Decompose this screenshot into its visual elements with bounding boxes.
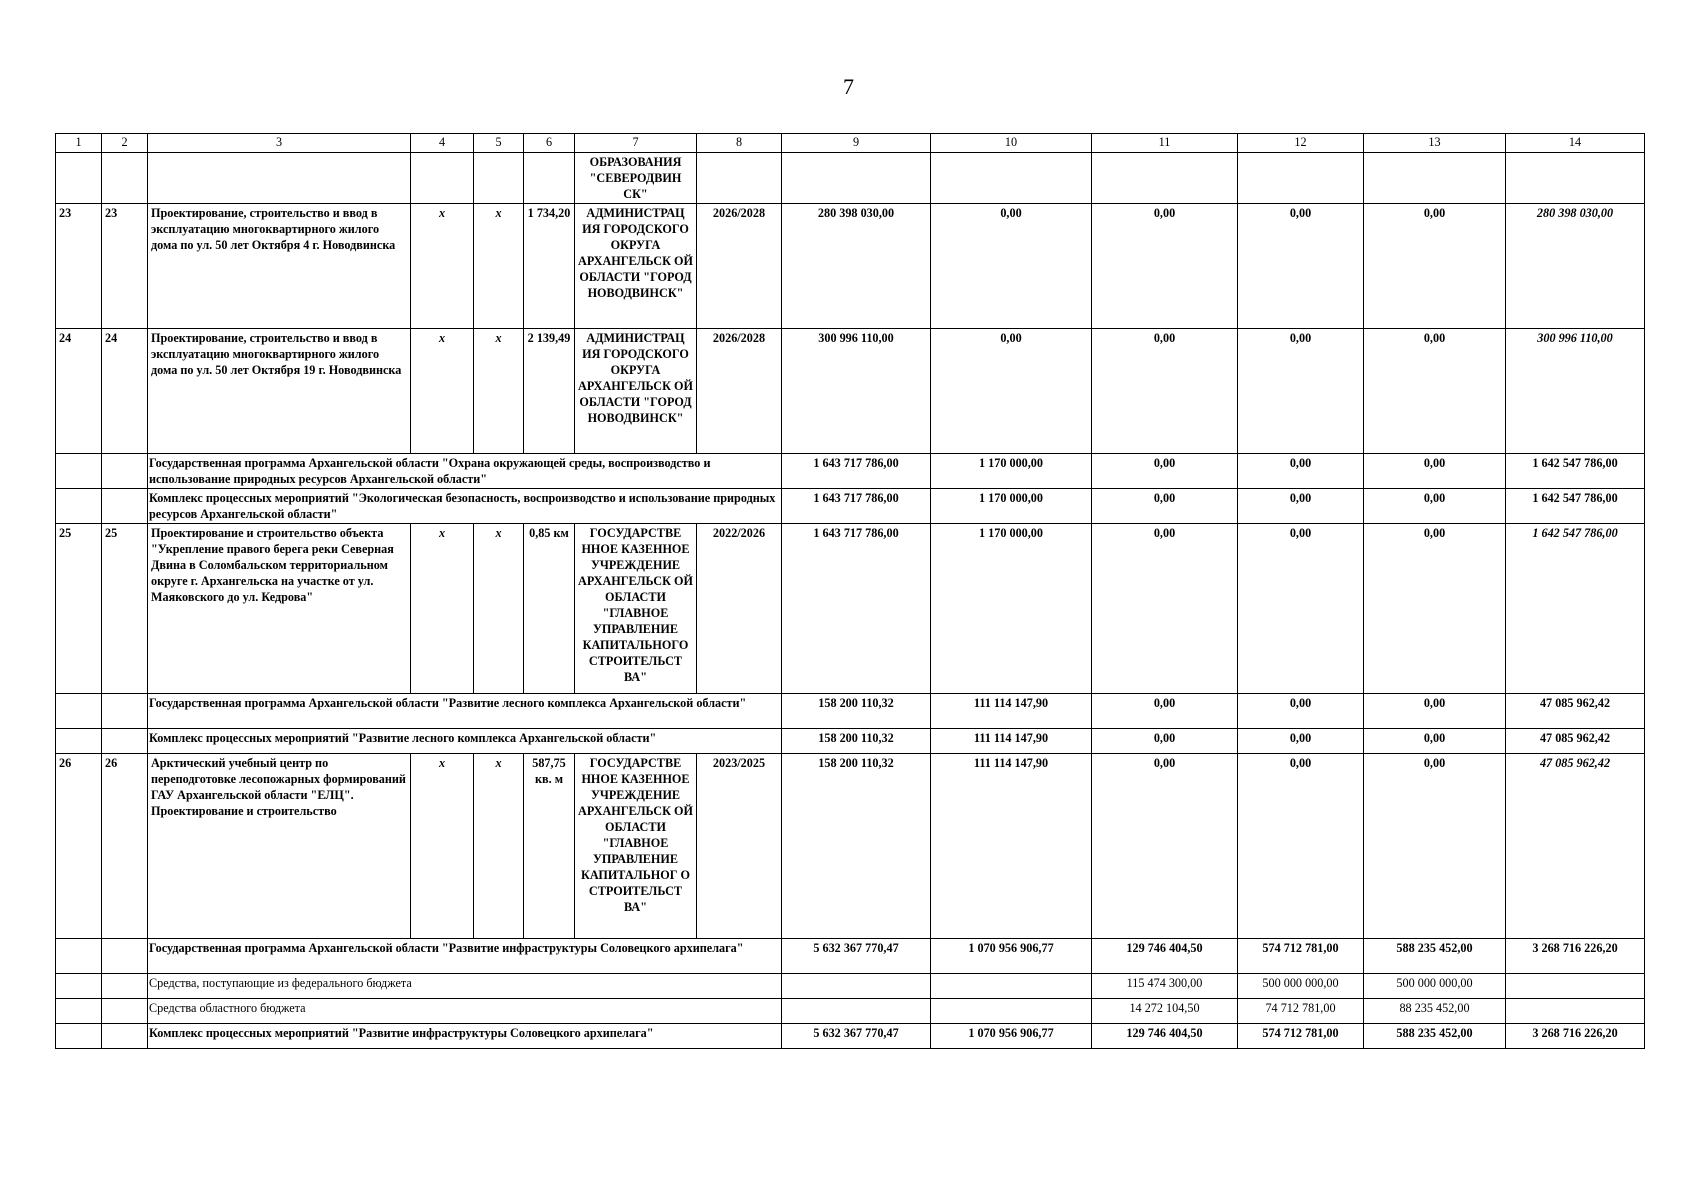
amount-cell: 0,00	[1364, 694, 1506, 729]
amount-cell: 0,00	[1238, 204, 1364, 329]
power-cell: х	[411, 524, 474, 694]
section-title: Государственная программа Архангельской области "Развитие лесного комплекса Архангельской области"	[148, 694, 782, 729]
section-title: Государственная программа Архангельской области "Охрана окружающей среды, воспроизводство и использование природных ресурсов Архангельской области"	[148, 454, 782, 489]
amount-cell: 5 632 367 770,47	[782, 939, 931, 974]
customer-cell: АДМИНИСТРАЦ ИЯ ГОРОДСКОГО ОКРУГА АРХАНГЕЛЬСК ОЙ ОБЛАСТИ "ГОРОД НОВОДВИНСК"	[575, 329, 697, 454]
header-cell: 4	[411, 134, 474, 153]
period-cell: 2026/2028	[697, 204, 782, 329]
header-cell: 9	[782, 134, 931, 153]
amount-cell: 500 000 000,00	[1238, 974, 1364, 999]
row-number-cell	[56, 999, 102, 1024]
amount-cell: 280 398 030,00	[782, 204, 931, 329]
funding-source-row	[56, 974, 1645, 999]
funding-source-row	[56, 999, 1645, 1024]
row-number-cell	[56, 1024, 102, 1049]
amount-cell: 3 268 716 226,20	[1506, 1024, 1645, 1049]
section-row	[56, 1024, 1645, 1049]
amount-cell: 0,00	[1238, 754, 1364, 939]
capacity-cell: 587,75 кв. м	[524, 754, 575, 939]
amount-cell	[931, 974, 1092, 999]
amount-cell	[782, 974, 931, 999]
item-number-cell	[102, 729, 148, 754]
amount-cell: 588 235 452,00	[1364, 939, 1506, 974]
value-cell	[782, 153, 931, 204]
unit-cell: х	[474, 524, 524, 694]
header-cell: 7	[575, 134, 697, 153]
period-cell: 2022/2026	[697, 524, 782, 694]
amount-cell	[1506, 999, 1645, 1024]
amount-cell: 1 643 717 786,00	[782, 489, 931, 524]
object-name-cell: Арктический учебный центр по переподготовке лесопожарных формирований ГАУ Архангельской области "ЕЛЦ". Проектирование и строительство	[148, 754, 411, 939]
amount-cell: 74 712 781,00	[1238, 999, 1364, 1024]
amount-cell: 129 746 404,50	[1092, 939, 1238, 974]
header-cell: 6	[524, 134, 575, 153]
value-cell	[1364, 153, 1506, 204]
amount-cell: 47 085 962,42	[1506, 729, 1645, 754]
item-number-cell	[102, 153, 148, 204]
amount-cell: 0,00	[1364, 489, 1506, 524]
customer-cell: ОБРАЗОВАНИЯ "СЕВЕРОДВИН СК"	[575, 153, 697, 204]
amount-cell: 0,00	[1364, 754, 1506, 939]
header-cell: 1	[56, 134, 102, 153]
amount-cell: 0,00	[1364, 454, 1506, 489]
amount-cell: 0,00	[1092, 454, 1238, 489]
table-row	[56, 754, 1645, 939]
row-number-cell: 23	[56, 204, 102, 329]
row-number-cell: 24	[56, 329, 102, 454]
header-cell: 3	[148, 134, 411, 153]
amount-cell: 1 642 547 786,00	[1506, 489, 1645, 524]
item-number-cell	[102, 454, 148, 489]
row-number-cell	[56, 454, 102, 489]
object-name-cell: Проектирование и строительство объекта "Укрепление правого берега реки Северная Двина в Соломбальском территориальном округе г. Архангельска на участке от ул. Маяковского до ул. Кедрова"	[148, 524, 411, 694]
section-row	[56, 939, 1645, 974]
amount-total-cell: 47 085 962,42	[1506, 754, 1645, 939]
value-cell	[1506, 153, 1645, 204]
object-name-cell	[148, 153, 411, 204]
funding-source-label: Средства, поступающие из федерального бюджета	[148, 974, 782, 999]
item-number-cell	[102, 974, 148, 999]
unit-cell: х	[474, 204, 524, 329]
amount-cell: 0,00	[1092, 729, 1238, 754]
object-name-cell: Проектирование, строительство и ввод в эксплуатацию многоквартирного жилого дома по ул. 50 лет Октября 19 г. Новодвинска	[148, 329, 411, 454]
funding-source-label: Средства областного бюджета	[148, 999, 782, 1024]
item-number-cell	[102, 489, 148, 524]
amount-cell: 88 235 452,00	[1364, 999, 1506, 1024]
row-number-cell	[56, 694, 102, 729]
investment-table	[55, 133, 1645, 1049]
amount-cell: 115 474 300,00	[1092, 974, 1238, 999]
customer-cell: ГОСУДАРСТВЕ ННОЕ КАЗЕННОЕ УЧРЕЖДЕНИЕ АРХАНГЕЛЬСК ОЙ ОБЛАСТИ "ГЛАВНОЕ УПРАВЛЕНИЕ КАПИТАЛЬНОГО СТРОИТЕЛЬСТ ВА"	[575, 524, 697, 694]
amount-cell: 47 085 962,42	[1506, 694, 1645, 729]
amount-cell: 0,00	[1364, 204, 1506, 329]
section-row	[56, 489, 1645, 524]
row-number-cell	[56, 974, 102, 999]
header-cell: 13	[1364, 134, 1506, 153]
item-number-cell	[102, 939, 148, 974]
amount-cell: 111 114 147,90	[931, 694, 1092, 729]
item-number-cell	[102, 694, 148, 729]
amount-cell	[782, 999, 931, 1024]
column-number-header	[56, 134, 1645, 153]
section-title: Комплекс процессных мероприятий "Развитие лесного комплекса Архангельской области"	[148, 729, 782, 754]
value-cell	[1238, 153, 1364, 204]
amount-cell: 5 632 367 770,47	[782, 1024, 931, 1049]
row-number-cell	[56, 729, 102, 754]
unit-cell: х	[474, 754, 524, 939]
section-title: Комплекс процессных мероприятий "Развитие инфраструктуры Соловецкого архипелага"	[148, 1024, 782, 1049]
item-number-cell: 25	[102, 524, 148, 694]
header-cell: 10	[931, 134, 1092, 153]
amount-cell: 3 268 716 226,20	[1506, 939, 1645, 974]
amount-cell: 0,00	[1238, 694, 1364, 729]
amount-cell: 14 272 104,50	[1092, 999, 1238, 1024]
amount-cell: 111 114 147,90	[931, 729, 1092, 754]
amount-cell: 588 235 452,00	[1364, 1024, 1506, 1049]
table-body	[56, 134, 1645, 1049]
amount-cell: 0,00	[1092, 489, 1238, 524]
amount-cell: 0,00	[1238, 489, 1364, 524]
amount-cell: 1 170 000,00	[931, 524, 1092, 694]
amount-cell: 129 746 404,50	[1092, 1024, 1238, 1049]
amount-cell: 300 996 110,00	[782, 329, 931, 454]
amount-cell: 1 643 717 786,00	[782, 524, 931, 694]
power-cell	[411, 153, 474, 204]
amount-cell: 574 712 781,00	[1238, 939, 1364, 974]
section-title: Государственная программа Архангельской области "Развитие инфраструктуры Соловецкого архипелага"	[148, 939, 782, 974]
amount-cell: 0,00	[1092, 329, 1238, 454]
header-cell: 2	[102, 134, 148, 153]
amount-cell: 0,00	[1364, 329, 1506, 454]
amount-cell: 0,00	[1238, 729, 1364, 754]
amount-cell: 0,00	[1092, 204, 1238, 329]
amount-cell: 0,00	[1092, 524, 1238, 694]
period-cell: 2026/2028	[697, 329, 782, 454]
header-cell: 11	[1092, 134, 1238, 153]
item-number-cell: 24	[102, 329, 148, 454]
value-cell	[1092, 153, 1238, 204]
row-number-cell: 25	[56, 524, 102, 694]
power-cell: х	[411, 204, 474, 329]
table-row	[56, 329, 1645, 454]
period-cell: 2023/2025	[697, 754, 782, 939]
amount-cell: 1 170 000,00	[931, 489, 1092, 524]
page-number: 7	[843, 74, 854, 99]
amount-total-cell: 280 398 030,00	[1506, 204, 1645, 329]
table-row	[56, 204, 1645, 329]
item-number-cell	[102, 999, 148, 1024]
section-row	[56, 729, 1645, 754]
customer-cell: ГОСУДАРСТВЕ ННОЕ КАЗЕННОЕ УЧРЕЖДЕНИЕ АРХАНГЕЛЬСК ОЙ ОБЛАСТИ "ГЛАВНОЕ УПРАВЛЕНИЕ КАПИТАЛЬНОГ О СТРОИТЕЛЬСТ ВА"	[575, 754, 697, 939]
amount-cell: 1 170 000,00	[931, 454, 1092, 489]
object-name-cell: Проектирование, строительство и ввод в эксплуатацию многоквартирного жилого дома по ул. 50 лет Октября 4 г. Новодвинска	[148, 204, 411, 329]
capacity-cell: 0,85 км	[524, 524, 575, 694]
section-title: Комплекс процессных мероприятий "Экологическая безопасность, воспроизводство и использование природных ресурсов Архангельской области"	[148, 489, 782, 524]
row-number-cell: 26	[56, 754, 102, 939]
capacity-cell	[524, 153, 575, 204]
amount-cell: 574 712 781,00	[1238, 1024, 1364, 1049]
amount-cell: 0,00	[931, 204, 1092, 329]
amount-cell: 1 070 956 906,77	[931, 1024, 1092, 1049]
item-number-cell: 23	[102, 204, 148, 329]
amount-cell: 0,00	[1364, 729, 1506, 754]
amount-cell: 158 200 110,32	[782, 754, 931, 939]
amount-cell: 1 642 547 786,00	[1506, 454, 1645, 489]
amount-cell: 0,00	[1238, 454, 1364, 489]
section-row	[56, 454, 1645, 489]
amount-cell: 0,00	[1238, 329, 1364, 454]
power-cell: х	[411, 754, 474, 939]
amount-cell: 1 070 956 906,77	[931, 939, 1092, 974]
value-cell	[931, 153, 1092, 204]
customer-cell: АДМИНИСТРАЦ ИЯ ГОРОДСКОГО ОКРУГА АРХАНГЕЛЬСК ОЙ ОБЛАСТИ "ГОРОД НОВОДВИНСК"	[575, 204, 697, 329]
header-cell: 14	[1506, 134, 1645, 153]
amount-cell: 158 200 110,32	[782, 729, 931, 754]
capacity-cell: 2 139,49	[524, 329, 575, 454]
section-row	[56, 694, 1645, 729]
row-number-cell	[56, 489, 102, 524]
amount-cell: 0,00	[1238, 524, 1364, 694]
table-row	[56, 524, 1645, 694]
amount-cell: 0,00	[1364, 524, 1506, 694]
amount-total-cell: 300 996 110,00	[1506, 329, 1645, 454]
item-number-cell: 26	[102, 754, 148, 939]
amount-cell: 500 000 000,00	[1364, 974, 1506, 999]
amount-cell: 0,00	[1092, 694, 1238, 729]
amount-cell	[931, 999, 1092, 1024]
amount-cell: 0,00	[1092, 754, 1238, 939]
header-cell: 12	[1238, 134, 1364, 153]
item-number-cell	[102, 1024, 148, 1049]
amount-cell: 111 114 147,90	[931, 754, 1092, 939]
continuation-row	[56, 153, 1645, 204]
amount-cell: 0,00	[931, 329, 1092, 454]
amount-cell	[1506, 974, 1645, 999]
power-cell: х	[411, 329, 474, 454]
row-number-cell	[56, 153, 102, 204]
amount-total-cell: 1 642 547 786,00	[1506, 524, 1645, 694]
unit-cell: х	[474, 329, 524, 454]
amount-cell: 1 643 717 786,00	[782, 454, 931, 489]
header-cell: 5	[474, 134, 524, 153]
capacity-cell: 1 734,20	[524, 204, 575, 329]
header-cell: 8	[697, 134, 782, 153]
value-cell	[697, 153, 782, 204]
amount-cell: 158 200 110,32	[782, 694, 931, 729]
row-number-cell	[56, 939, 102, 974]
unit-cell	[474, 153, 524, 204]
